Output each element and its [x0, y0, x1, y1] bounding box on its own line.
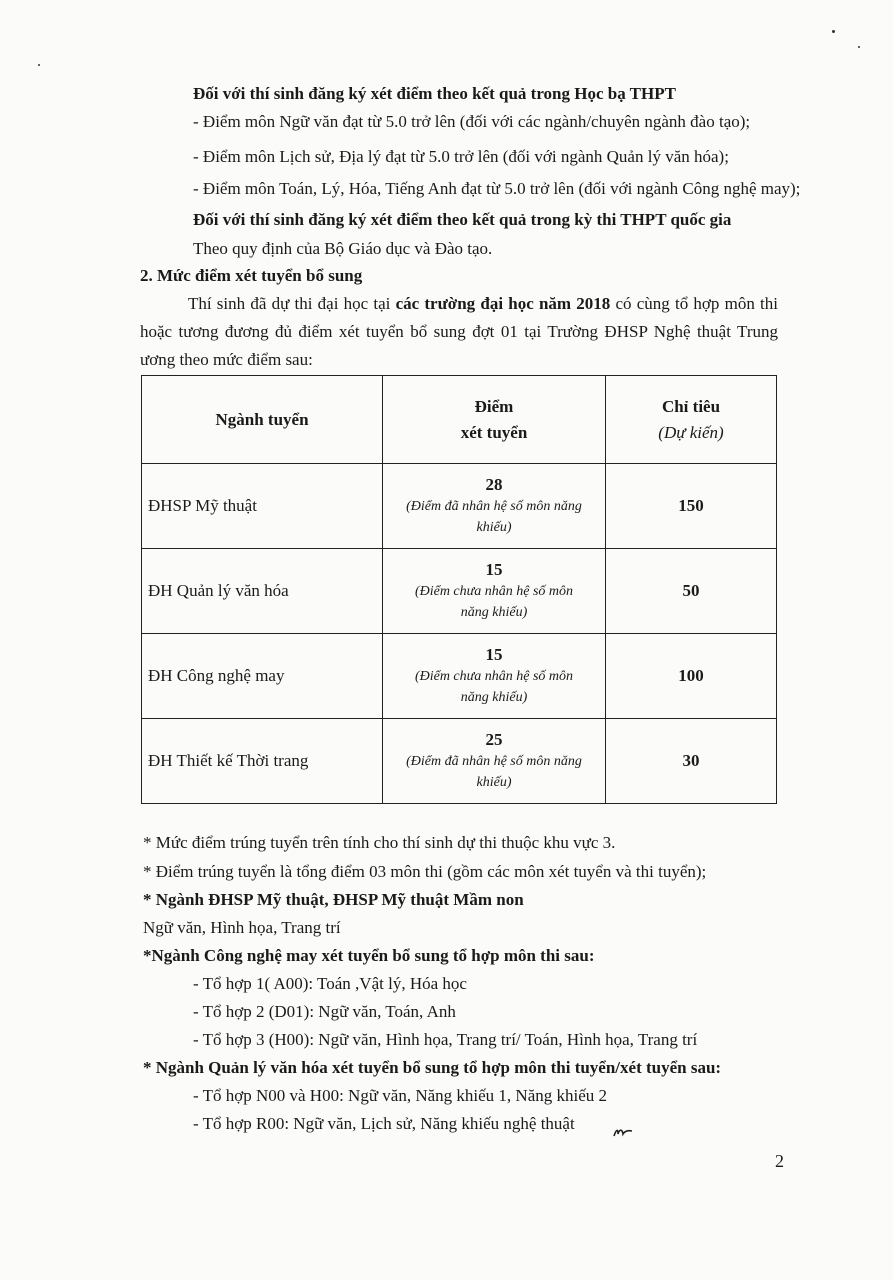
scan-speck: [858, 46, 860, 48]
row-quota: 150: [606, 464, 777, 549]
section2-para-bold: các trường đại học năm 2018: [395, 294, 611, 313]
row-score-note: (Điểm đã nhân hệ số môn năng khiếu): [406, 499, 582, 535]
header-quota-line1: Chỉ tiêu: [661, 396, 721, 416]
page-number: 2: [775, 1151, 784, 1171]
section2-para-part3: có cùng tổ hợp môn thi hoặc tương đương đủ điểm xét tuyển bổ sung đợt 01 tại Trường ĐHSP Nghệ thuật Trung ương theo mức điểm sau:: [140, 294, 778, 369]
dhsp-title: * Ngành ĐHSP Mỹ thuật, ĐHSP Mỹ thuật Mầm non: [143, 890, 524, 909]
header-major-label: Ngành tuyển: [215, 409, 309, 429]
row-score-cell: [383, 634, 606, 719]
hocba-item: - Điểm môn Lịch sử, Địa lý đạt từ 5.0 trở lên (đối với ngành Quản lý văn hóa);: [193, 147, 729, 166]
section2-paragraph: [140, 290, 778, 374]
row-quota: 30: [606, 719, 777, 804]
hocba-item: - Điểm môn Toán, Lý, Hóa, Tiếng Anh đạt từ 5.0 trở lên (đối với ngành Công nghệ may);: [193, 179, 801, 198]
row-major: ĐH Quản lý văn hóa: [142, 549, 383, 634]
row-major: ĐHSP Mỹ thuật: [142, 464, 383, 549]
table-row: [142, 634, 777, 719]
row-score-note: (Điểm chưa nhân hệ số môn năng khiếu): [414, 669, 574, 705]
row-major: ĐH Thiết kế Thời trang: [142, 719, 383, 804]
note-item: * Mức điểm trúng tuyển trên tính cho thí sinh dự thi thuộc khu vực 3.: [143, 833, 616, 852]
thpt-title: Đối với thí sinh đăng ký xét điểm theo kết quả trong kỳ thi THPT quốc gia: [193, 210, 732, 229]
row-score-note: (Điểm đã nhân hệ số môn năng khiếu): [406, 754, 582, 790]
hocba-item: - Điểm môn Ngữ văn đạt từ 5.0 trở lên (đối với các ngành/chuyên ngành đào tạo);: [193, 112, 751, 131]
header-score: [383, 376, 606, 464]
row-score: 15: [485, 560, 503, 579]
cnmay-item: - Tổ hợp 3 (H00): Ngữ văn, Hình họa, Trang trí/ Toán, Hình họa, Trang trí: [193, 1030, 698, 1049]
scan-speck: [832, 30, 835, 33]
section2-title: 2. Mức điểm xét tuyển bổ sung: [140, 266, 363, 285]
cnmay-item: - Tổ hợp 2 (D01): Ngữ văn, Toán, Anh: [193, 1002, 456, 1021]
row-quota: 100: [606, 634, 777, 719]
cnmay-item: - Tổ hợp 1( A00): Toán ,Vật lý, Hóa học: [193, 974, 467, 993]
row-score-note: (Điểm chưa nhân hệ số môn năng khiếu): [414, 584, 574, 620]
row-quota: 50: [606, 549, 777, 634]
note-item: * Điểm trúng tuyển là tổng điểm 03 môn thi (gồm các môn xét tuyển và thi tuyển);: [143, 862, 707, 881]
qlvh-item: - Tổ hợp R00: Ngữ văn, Lịch sử, Năng khiếu nghệ thuật: [193, 1114, 575, 1133]
qlvh-item: - Tổ hợp N00 và H00: Ngữ văn, Năng khiếu 1, Năng khiếu 2: [193, 1086, 608, 1105]
row-score: 15: [485, 645, 503, 664]
admission-table: [141, 375, 777, 804]
hocba-title: Đối với thí sinh đăng ký xét điểm theo kết quả trong Học bạ THPT: [193, 84, 676, 103]
header-quota-line2: (Dự kiến): [658, 422, 724, 442]
table-header-row: [142, 376, 777, 464]
thpt-text: Theo quy định của Bộ Giáo dục và Đào tạo.: [193, 239, 493, 258]
table-row: [142, 464, 777, 549]
cnmay-title: *Ngành Công nghệ may xét tuyển bổ sung tổ hợp môn thi sau:: [143, 946, 595, 965]
qlvh-title: * Ngành Quản lý văn hóa xét tuyển bổ sung tổ hợp môn thi tuyển/xét tuyển sau:: [143, 1058, 722, 1077]
header-major: [142, 376, 383, 464]
row-score: 25: [485, 730, 503, 749]
row-score-cell: [383, 719, 606, 804]
table-row: [142, 549, 777, 634]
table-row: [142, 719, 777, 804]
row-score: 28: [485, 475, 503, 494]
header-score-line1: Điểm: [474, 396, 514, 416]
scan-speck: [38, 64, 40, 66]
row-score-cell: [383, 464, 606, 549]
row-major: ĐH Công nghệ may: [142, 634, 383, 719]
row-score-cell: [383, 549, 606, 634]
initial-signature-mark: [612, 1124, 636, 1140]
header-quota: [606, 376, 777, 464]
header-score-line2: xét tuyển: [460, 422, 528, 442]
dhsp-subjects: Ngữ văn, Hình họa, Trang trí: [143, 918, 341, 937]
section2-para-part1: Thí sinh đã dự thi đại học tại: [188, 294, 396, 313]
